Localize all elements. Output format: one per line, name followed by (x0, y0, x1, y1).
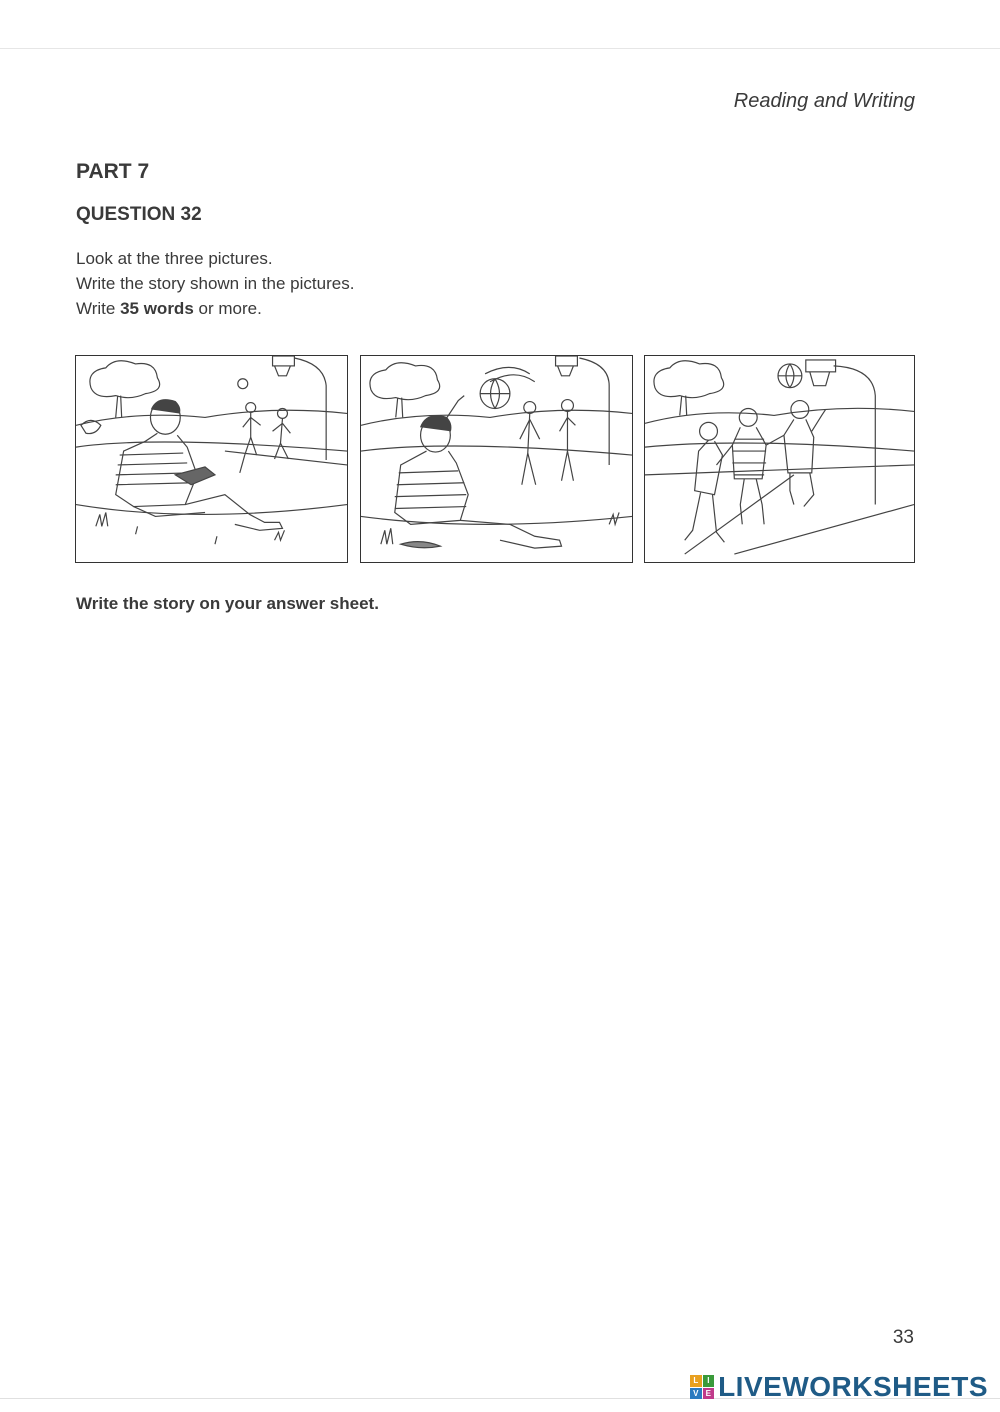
picture-2 (360, 355, 633, 563)
part-title: PART 7 (76, 160, 150, 183)
liveworksheets-brand[interactable] (690, 1372, 988, 1402)
picture-1 (75, 355, 348, 563)
logo-letter: I (703, 1375, 715, 1387)
logo-letter: L (690, 1375, 702, 1387)
picture-3 (644, 355, 915, 563)
instruction-line (76, 296, 354, 321)
logo-letter: E (703, 1388, 715, 1400)
liveworksheets-logo-icon (690, 1375, 714, 1399)
page-number: 33 (892, 1327, 914, 1348)
boys-playing-basketball-illustration (645, 356, 914, 562)
ball-rolling-to-boy-illustration (361, 356, 632, 562)
instructions (76, 246, 354, 321)
picture-strip (75, 355, 915, 565)
instruction-text: Write (76, 299, 121, 318)
instruction-text: or more. (193, 299, 262, 318)
instruction-line: Look at the three pictures. (76, 249, 273, 268)
logo-letter: V (690, 1388, 702, 1400)
boy-reading-in-park-illustration (76, 356, 347, 562)
question-title: QUESTION 32 (76, 204, 202, 225)
section-header: Reading and Writing (733, 90, 915, 112)
word-count: 35 words (120, 299, 194, 318)
answer-sheet-note: Write the story on your answer sheet. (76, 594, 379, 613)
top-rule (0, 48, 1000, 49)
instruction-line: Write the story shown in the pictures. (76, 274, 355, 293)
brand-name: LIVEWORKSHEETS (718, 1371, 988, 1402)
